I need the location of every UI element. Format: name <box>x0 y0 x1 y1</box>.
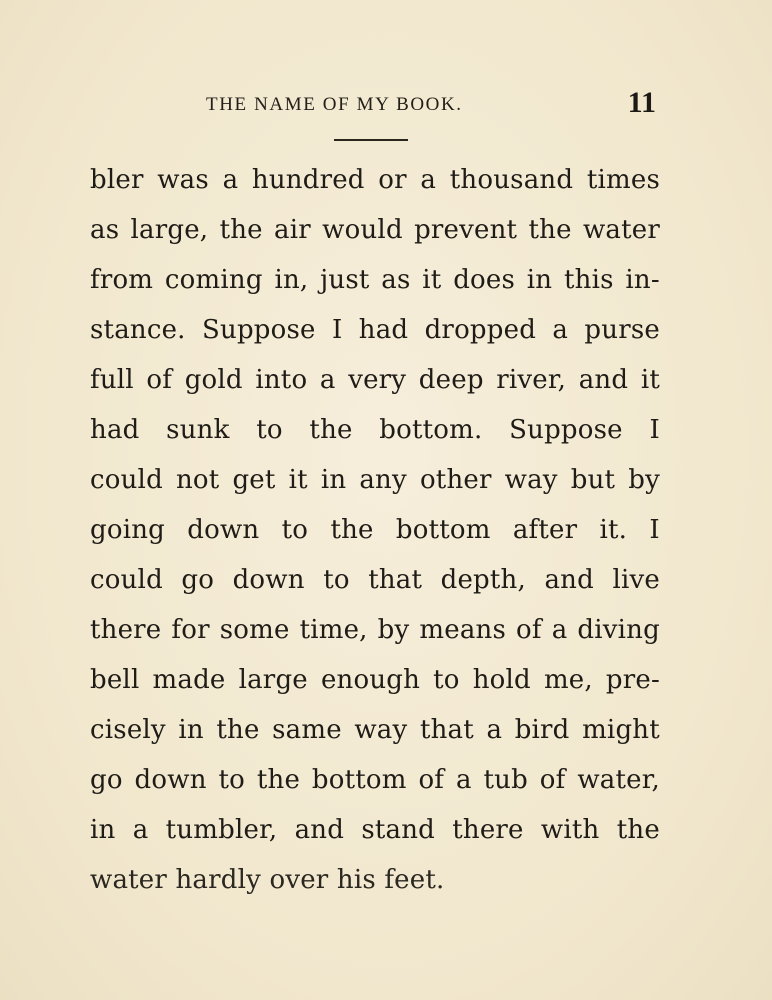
word: live <box>612 565 660 595</box>
word: a <box>455 765 472 795</box>
word: enough <box>320 665 421 695</box>
word: as <box>90 215 120 245</box>
word: by <box>377 615 410 645</box>
word: get <box>232 465 276 495</box>
word: stand <box>361 815 435 845</box>
word: time, <box>299 615 368 645</box>
word: there <box>452 815 524 845</box>
word: bottom <box>395 515 491 545</box>
word: pre- <box>605 665 660 695</box>
word: I <box>331 315 343 345</box>
word: stance. <box>90 315 186 345</box>
word: down <box>134 765 207 795</box>
text-line <box>90 605 660 655</box>
word: a <box>552 315 569 345</box>
word: times <box>586 165 660 195</box>
word: water <box>582 215 660 245</box>
word: hundred <box>251 165 365 195</box>
word: of <box>146 365 173 395</box>
word: water, <box>577 765 660 795</box>
word: or <box>378 165 407 195</box>
word: bler <box>90 165 144 195</box>
word: it <box>288 465 308 495</box>
word: bell <box>90 665 140 695</box>
word: the <box>330 515 374 545</box>
text-line <box>90 305 660 355</box>
word: by <box>628 465 660 495</box>
word: with <box>540 815 600 845</box>
running-head <box>90 88 660 122</box>
word: a <box>551 615 568 645</box>
word: air <box>274 215 311 245</box>
word: of <box>539 765 566 795</box>
word: bottom <box>311 765 407 795</box>
word: in <box>320 465 347 495</box>
word: had <box>358 315 409 345</box>
text-line <box>90 155 660 205</box>
word: a <box>486 715 503 745</box>
word: bird <box>514 715 570 745</box>
word: full <box>90 365 134 395</box>
word: go <box>181 565 215 595</box>
word: to <box>218 765 246 795</box>
word: the <box>219 215 263 245</box>
body-text <box>90 155 660 905</box>
word: was <box>157 165 209 195</box>
word: the <box>256 765 301 795</box>
word: go <box>90 765 123 795</box>
word: going <box>90 515 166 545</box>
text-line <box>90 505 660 555</box>
word: and <box>544 565 594 595</box>
word: but <box>570 465 616 495</box>
word: of <box>418 765 445 795</box>
word: I <box>649 515 660 545</box>
word: could <box>90 565 163 595</box>
word: diving <box>577 615 660 645</box>
word: does <box>453 265 516 295</box>
word: sunk <box>166 415 230 445</box>
word: made <box>152 665 226 695</box>
text-line <box>90 205 660 255</box>
word: to <box>256 415 283 445</box>
word: same <box>272 715 342 745</box>
word: tub <box>483 765 528 795</box>
word: gold <box>184 365 243 395</box>
word: in, <box>274 265 309 295</box>
word: just <box>320 265 370 295</box>
text-line <box>90 255 660 305</box>
text-line <box>90 705 660 755</box>
word: this <box>564 265 614 295</box>
word: a <box>222 165 239 195</box>
word: a <box>319 365 336 395</box>
word: down <box>232 565 305 595</box>
text-line <box>90 455 660 505</box>
word: a <box>132 815 149 845</box>
text-line <box>90 755 660 805</box>
word: it. <box>599 515 628 545</box>
word: me, <box>543 665 593 695</box>
word: river, <box>496 365 567 395</box>
word: very <box>348 365 407 395</box>
word: it <box>422 265 442 295</box>
word: it <box>640 365 660 395</box>
word: down <box>187 515 260 545</box>
word: and <box>578 365 629 395</box>
word: the <box>309 415 353 445</box>
word: and <box>294 815 345 845</box>
word: depth, <box>440 565 526 595</box>
text-line <box>90 405 660 455</box>
word: thousand <box>449 165 574 195</box>
word: any <box>359 465 407 495</box>
word: in <box>526 265 553 295</box>
word: Suppose <box>201 315 316 345</box>
word: dropped <box>424 315 537 345</box>
word: purse <box>584 315 660 345</box>
page-number: 11 <box>627 86 656 119</box>
text-line <box>90 355 660 405</box>
word: bottom. <box>379 415 483 445</box>
word: not <box>175 465 220 495</box>
word: large <box>238 665 308 695</box>
text-line <box>90 805 660 855</box>
word: would <box>322 215 403 245</box>
word: I <box>649 415 660 445</box>
word: could <box>90 465 163 495</box>
word: deep <box>418 365 484 395</box>
header-rule <box>334 139 408 141</box>
word: there <box>90 615 162 645</box>
word: to <box>323 565 350 595</box>
word: way <box>504 465 558 495</box>
word: means <box>419 615 507 645</box>
word: cisely <box>90 715 166 745</box>
word: as <box>381 265 411 295</box>
text-line: water hardly over his feet. <box>90 865 445 895</box>
text-line <box>90 655 660 705</box>
word: prevent <box>414 215 518 245</box>
word: the <box>616 815 660 845</box>
word: way <box>354 715 408 745</box>
word: of <box>516 615 542 645</box>
word: that <box>419 715 474 745</box>
text-line <box>90 555 660 605</box>
word: had <box>90 415 140 445</box>
word: other <box>419 465 492 495</box>
word: tumbler, <box>165 815 278 845</box>
word: a <box>420 165 437 195</box>
word: hold <box>472 665 531 695</box>
word: might <box>582 715 660 745</box>
word: to <box>433 665 460 695</box>
word: after <box>512 515 578 545</box>
word: some <box>219 615 290 645</box>
word: in- <box>625 265 660 295</box>
word: to <box>281 515 309 545</box>
word: the <box>216 715 260 745</box>
word: that <box>368 565 423 595</box>
word: the <box>528 215 572 245</box>
word: into <box>255 365 308 395</box>
word: coming <box>164 265 263 295</box>
word: large, <box>130 215 209 245</box>
running-head-title: THE NAME OF MY BOOK. <box>206 94 463 115</box>
word: from <box>90 265 154 295</box>
word: for <box>171 615 210 645</box>
word: Suppose <box>509 415 623 445</box>
word: in <box>90 815 116 845</box>
word: in <box>178 715 204 745</box>
